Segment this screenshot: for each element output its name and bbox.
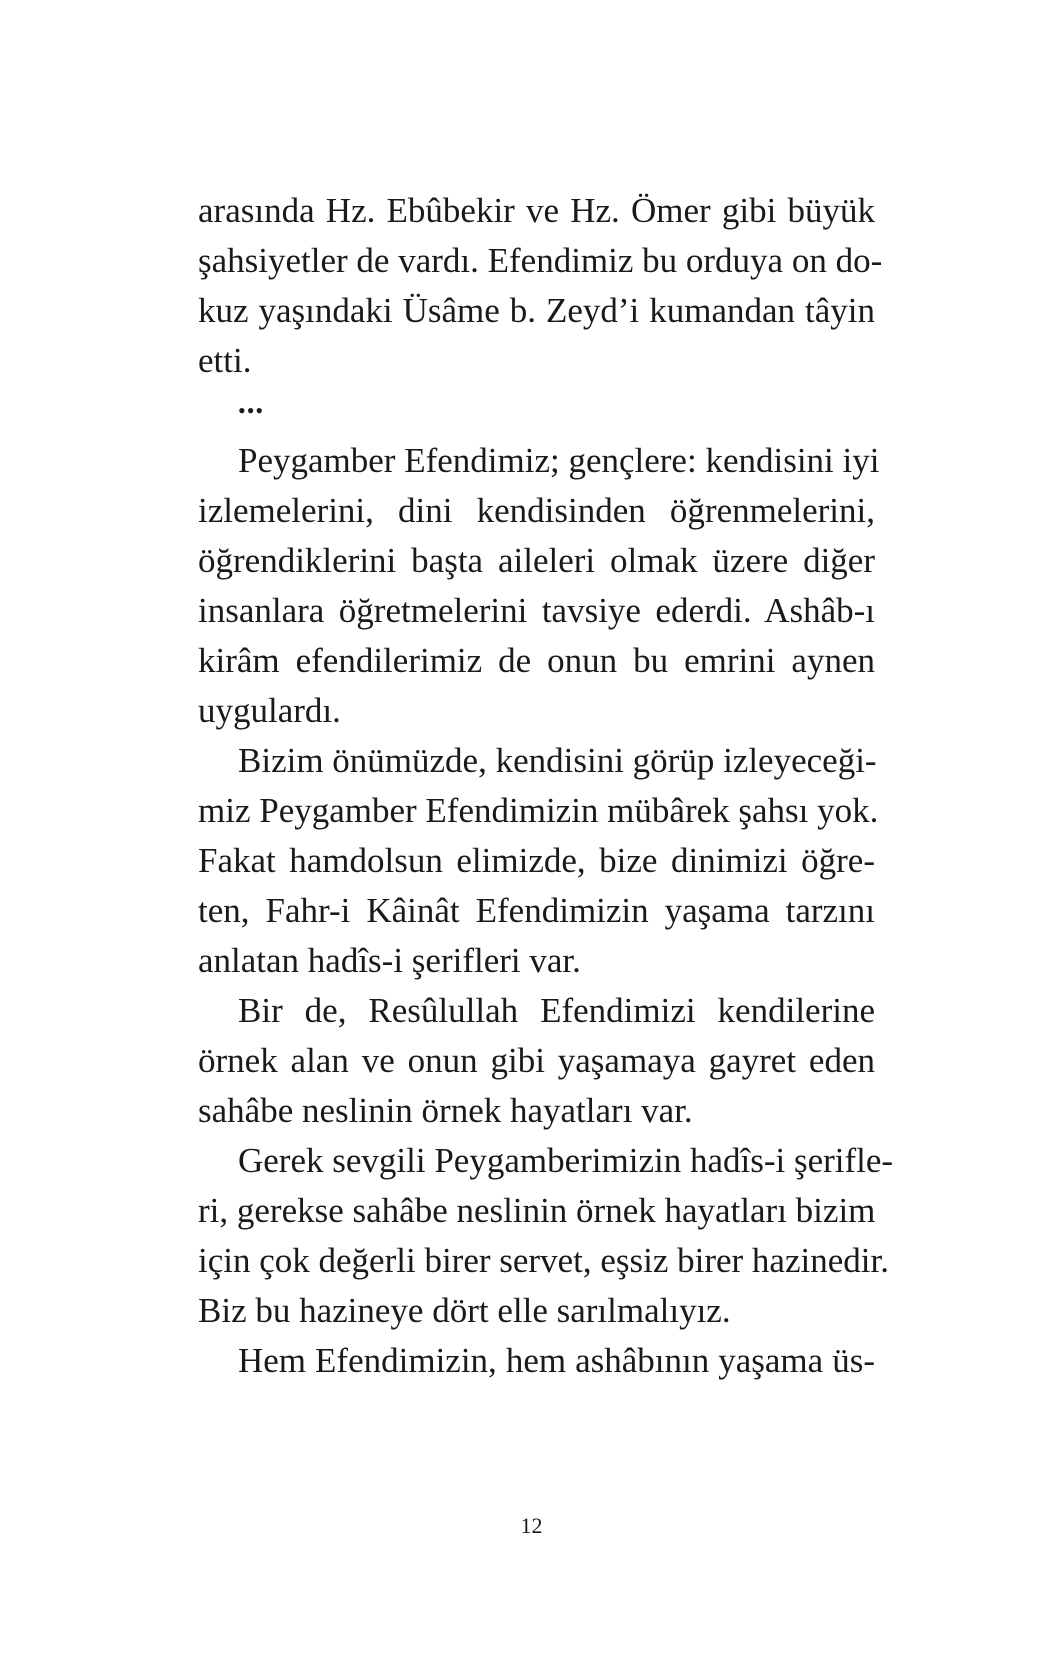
text-line: Gerek sevgili Peygamberimizin hadîs-i şerifle- [238,1141,894,1180]
text-line: örnek alan ve onun gibi yaşamaya gayret eden [198,1041,875,1080]
text-line: Bir de, Resûlullah Efendimizi kendilerine [238,991,875,1030]
text-line: ri, gerekse sahâbe neslinin örnek hayatları bizim [198,1191,876,1230]
text-line: Hem Efendimizin, hem ashâbının yaşama üs- [238,1341,875,1380]
text-line: kuz yaşındaki Üsâme b. Zeyd’i kumandan tâyin [198,291,875,330]
text-line: uygulardı. [198,691,341,730]
text-line: kirâm efendilerimiz de onun bu emrini aynen [198,641,875,680]
text-line: için çok değerli birer servet, eşsiz birer hazinedir. [198,1241,889,1280]
text-line: anlatan hadîs-i şerifleri var. [198,941,581,980]
text-line: insanlara öğretmelerini tavsiye ederdi. Ashâb-ı [198,591,875,630]
text-line: Biz bu hazineye dört elle sarılmalıyız. [198,1291,731,1330]
text-line: etti. [198,341,252,380]
text-line: Peygamber Efendimiz; gençlere: kendisini iyi [238,441,880,480]
text-line: izlemelerini, dini kendisinden öğrenmelerini, [198,491,875,530]
book-page-text [198,186,894,1386]
text-line: ten, Fahr-i Kâinât Efendimizin yaşama tarzını [198,891,875,930]
text-line: arasında Hz. Ebûbekir ve Hz. Ömer gibi büyük [198,191,875,230]
text-line: Bizim önümüzde, kendisini görüp izleyeceği- [238,741,877,780]
text-line: miz Peygamber Efendimizin mübârek şahsı yok. [198,791,879,830]
page-number: 12 [520,1513,543,1538]
text-line: öğrendiklerini başta aileleri olmak üzere diğer [198,541,875,580]
text-line: Fakat hamdolsun elimizde, bize dinimizi öğre- [198,841,875,880]
text-line: şahsiyetler de vardı. Efendimiz bu orduya on do- [198,241,883,280]
section-separator: ••• [238,398,265,423]
text-line: sahâbe neslinin örnek hayatları var. [198,1091,693,1130]
